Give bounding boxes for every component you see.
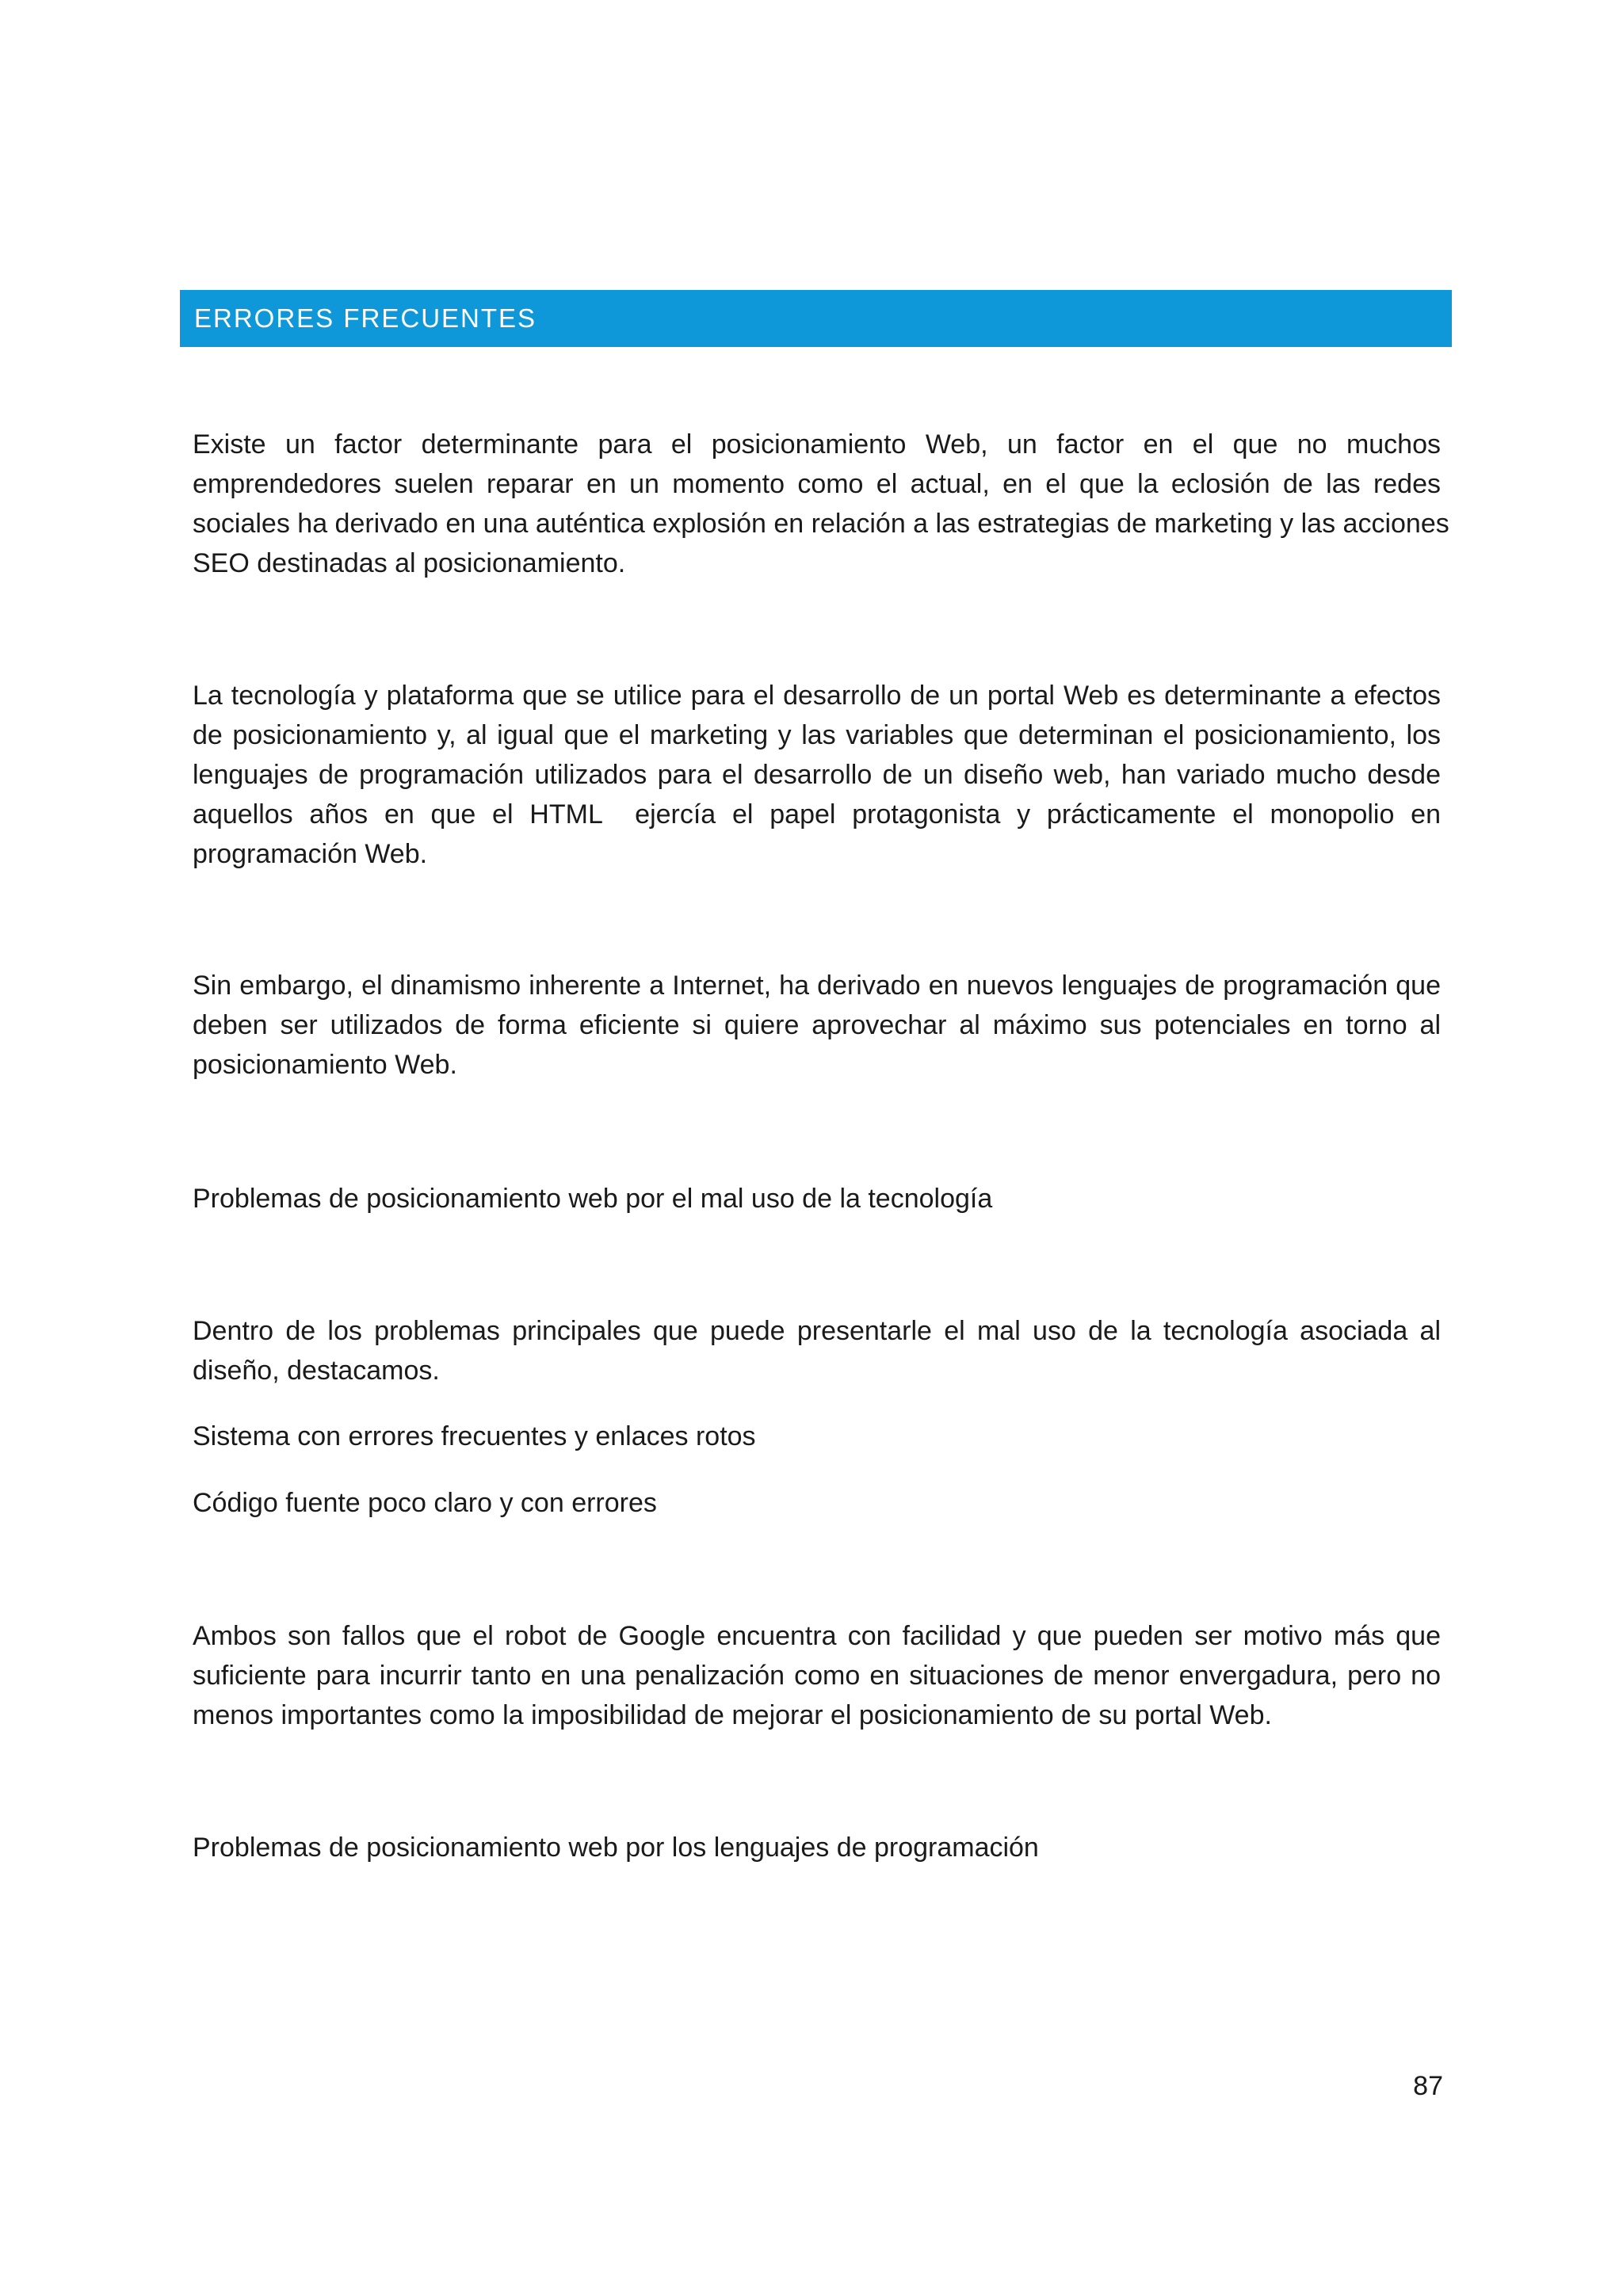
text-line: suficiente para incurrir tanto en una penalización como en situaciones de menor envergadura, pero no — [193, 1661, 1441, 1691]
text-line: lenguajes de programación utilizados para el desarrollo de un diseño web, han variado mucho desde — [193, 760, 1441, 790]
list-item-broken-links: Sistema con errores frecuentes y enlaces rotos — [193, 1421, 756, 1451]
text-line: Ambos son fallos que el robot de Google encuentra con facilidad y que pueden ser motivo más que — [193, 1621, 1441, 1651]
text-line: menos importantes como la imposibilidad de mejorar el posicionamiento de su portal Web. — [193, 1700, 1272, 1730]
text-line: La tecnología y plataforma que se utilice para el desarrollo de un portal Web es determinante a efectos — [193, 681, 1441, 711]
text-line: programación Web. — [193, 839, 428, 869]
text-line: aquellos años en que el HTML ejercía el papel protagonista y prácticamente el monopolio en — [193, 799, 1441, 830]
subheading-programming-languages: Problemas de posicionamiento web por los lenguajes de programación — [193, 1833, 1039, 1863]
text-line: sociales ha derivado en una auténtica explosión en relación a las estrategias de marketing y las acciones — [193, 509, 1449, 539]
paragraph-google-robot — [193, 1616, 1441, 1735]
text-line: Existe un factor determinante para el posicionamiento Web, un factor en el que no muchos — [193, 429, 1441, 460]
list-item-source-code: Código fuente poco claro y con errores — [193, 1488, 657, 1518]
section-header-banner — [180, 290, 1452, 347]
paragraph-problems — [193, 1311, 1441, 1390]
paragraph-internet — [193, 966, 1441, 1085]
paragraph-intro — [193, 425, 1449, 583]
text-line: Dentro de los problemas principales que puede presentarle el mal uso de la tecnología asociada al — [193, 1316, 1441, 1346]
page-number: 87 — [1413, 2071, 1443, 2101]
text-line: SEO destinadas al posicionamiento. — [193, 548, 626, 578]
text-line: Sin embargo, el dinamismo inherente a Internet, ha derivado en nuevos lenguajes de programación que — [193, 971, 1441, 1001]
text-line: emprendedores suelen reparar en un momento como el actual, en el que la eclosión de las redes — [193, 469, 1441, 499]
paragraph-technology — [193, 676, 1441, 874]
subheading-technology-misuse: Problemas de posicionamiento web por el mal uso de la tecnología — [193, 1184, 993, 1214]
text-line: posicionamiento Web. — [193, 1050, 457, 1080]
text-line: deben ser utilizados de forma eficiente si quiere aprovechar al máximo sus potenciales en torno al — [193, 1010, 1441, 1040]
text-line: de posicionamiento y, al igual que el marketing y las variables que determinan el posicionamiento, los — [193, 720, 1441, 750]
section-title: ERRORES FRECUENTES — [194, 303, 537, 333]
text-line: diseño, destacamos. — [193, 1356, 440, 1386]
